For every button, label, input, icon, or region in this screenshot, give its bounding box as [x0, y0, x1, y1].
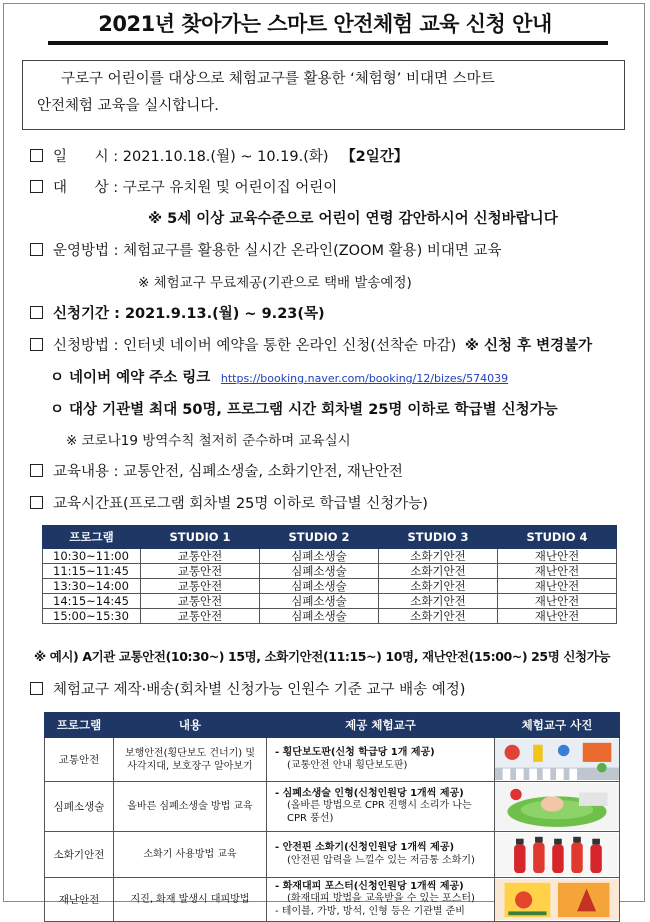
kit-content: 소화기 사용방법 교육: [114, 832, 267, 878]
period-row: [30, 302, 325, 323]
kit-item-sub: (안전핀 압력을 느낄수 있는 저금통 소화기): [287, 854, 475, 866]
table-cell: 재난안전: [498, 564, 617, 579]
kit-item: [267, 832, 495, 878]
kit-table: [44, 712, 620, 922]
table-row: [45, 832, 620, 878]
intro-line-2: 안전체험 교육을 실시합니다.: [37, 98, 219, 114]
schedule-header-cell: 프로그램: [43, 526, 141, 549]
table-cell: 소화기안전: [379, 594, 498, 609]
extinguisher-photo: [495, 832, 620, 878]
table-cell: 교통안전: [141, 594, 260, 609]
kit-content: 지진, 화재 발생시 대피방법: [114, 878, 267, 922]
period-label: 신청기간 :: [53, 306, 120, 322]
table-cell: 심폐소생술: [260, 609, 379, 624]
date-extra: 【2일간】: [341, 149, 409, 165]
table-row: [43, 549, 617, 564]
table-cell: 교통안전: [141, 579, 260, 594]
kit-content: 보행안전(횡단보도 건너기) 및 사각지대, 보호장구 알아보기: [114, 738, 267, 782]
table-cell: 재난안전: [498, 594, 617, 609]
kit-header-cell: 프로그램: [45, 713, 114, 738]
apply-sub-note: ※ 코로나19 방역수칙 철저히 준수하며 교육실시: [66, 433, 351, 449]
apply-note: ※ 신청 후 변경불가: [464, 338, 593, 354]
table-row: [43, 609, 617, 624]
poster-photo: [495, 878, 620, 922]
schedule-header-cell: STUDIO 2: [260, 526, 379, 549]
table-cell: 소화기안전: [379, 609, 498, 624]
date-value: 2021.10.18.(월) ~ 10.19.(화): [122, 149, 329, 165]
kit-item-main: - 횡단보도판(신청 학급당 1개 제공): [275, 747, 435, 758]
table-cell: 소화기안전: [379, 564, 498, 579]
content-row: [30, 460, 403, 481]
table-cell: 소화기안전: [379, 579, 498, 594]
checkbox-icon: [30, 149, 43, 162]
target-note: ※ 5세 이상 교육수준으로 어린이 연령 감안하시어 신청바랍니다: [148, 211, 558, 227]
table-cell: 심폐소생술: [260, 579, 379, 594]
kit-heading-row: [30, 678, 465, 699]
schedule-header-cell: STUDIO 3: [379, 526, 498, 549]
kit-item: [267, 738, 495, 782]
kit-item-sub: (화재대피 방법을 교육받을 수 있는 포스터): [287, 893, 475, 905]
target-value: 구로구 유치원 및 어린이집 어린이: [122, 180, 338, 196]
schedule-time: 10:30~11:00: [43, 549, 141, 564]
cpr-doll-photo: [495, 782, 620, 832]
kit-program: 재난안전: [45, 878, 114, 922]
apply-row: [30, 334, 592, 355]
table-row: [43, 564, 617, 579]
schedule-example: ※ 예시) A기관 교통안전(10:30~) 15명, 소화기안전(11:15~) 10명, 재난안전(15:00~) 25명 신청가능: [34, 649, 611, 664]
checkbox-icon: [30, 243, 43, 256]
page-title: 2021년 찾아가는 스마트 안전체험 교육 신청 안내: [98, 12, 552, 36]
kit-item-extra: - 테이블, 가방, 방석, 인형 등은 기관별 준비: [275, 905, 465, 917]
schedule-header-cell: STUDIO 1: [141, 526, 260, 549]
kit-header-cell: 제공 체험교구: [267, 713, 495, 738]
table-cell: 교통안전: [141, 564, 260, 579]
content-value: 교통안전, 심폐소생술, 소화기안전, 재난안전: [123, 464, 403, 480]
kit-item-sub: (교통안전 안내 횡단보도판): [287, 759, 408, 771]
schedule-time: 15:00~15:30: [43, 609, 141, 624]
schedule-time: 14:15~14:45: [43, 594, 141, 609]
content-label: 교육내용 :: [53, 464, 119, 480]
target-row: [30, 176, 337, 197]
table-row: [45, 878, 620, 922]
kit-program: 소화기안전: [45, 832, 114, 878]
period-value: 2021.9.13.(월) ~ 9.23(목): [124, 306, 325, 322]
table-cell: 소화기안전: [379, 549, 498, 564]
kit-item-main: - 심폐소생술 인형(신청인원당 1개씩 제공): [275, 787, 464, 799]
table-cell: 교통안전: [141, 549, 260, 564]
kit-item-sub: (올바른 방법으로 CPR 진행시 소리가 나는 CPR 풍선): [287, 800, 472, 824]
schedule-header-row: [43, 526, 617, 549]
kit-item-main: - 화재대피 포스터(신청인원당 1개씩 제공): [275, 880, 464, 892]
checkbox-icon: [30, 682, 43, 695]
checkbox-icon: [30, 306, 43, 319]
date-row: [30, 145, 408, 166]
table-cell: 재난안전: [498, 549, 617, 564]
apply-sub: ㅇ 대상 기관별 최대 50명, 프로그램 시간 회차별 25명 이하로 학급별 신청가능: [50, 402, 558, 418]
method-row: [30, 239, 502, 260]
link-row: [50, 366, 508, 387]
table-cell: 교통안전: [141, 609, 260, 624]
kit-heading: 체험교구 제작·배송(회차별 신청가능 인원수 기준 교구 배송 예정): [53, 682, 466, 698]
table-row: [43, 594, 617, 609]
apply-label: 신청방법 :: [53, 338, 119, 354]
kit-program: 심폐소생술: [45, 782, 114, 832]
apply-value: 인터넷 네이버 예약을 통한 온라인 신청(선착순 마감): [123, 338, 457, 354]
intro-line-1: 구로구 어린이를 대상으로 체험교구를 활용한 ‘체험형’ 비대면 스마트: [61, 71, 495, 87]
table-cell: 재난안전: [498, 609, 617, 624]
method-note: ※ 체험교구 무료제공(기관으로 택배 발송예정): [138, 275, 412, 291]
kit-header-row: [45, 713, 620, 738]
kit-content: 올바른 심폐소생술 방법 교육: [114, 782, 267, 832]
schedule-heading-row: [30, 492, 428, 513]
kit-item-main: - 안전핀 소화기(신청인원당 1개씩 제공): [275, 842, 455, 853]
schedule-time: 13:30~14:00: [43, 579, 141, 594]
schedule-time: 11:15~11:45: [43, 564, 141, 579]
checkbox-icon: [30, 180, 43, 193]
kit-header-cell: 내용: [114, 713, 267, 738]
intro-box: [22, 60, 625, 130]
kit-item: [267, 878, 495, 922]
table-cell: 심폐소생술: [260, 549, 379, 564]
method-value: 체험교구를 활용한 실시간 온라인(ZOOM 활용) 비대면 교육: [123, 243, 502, 259]
table-row: [43, 579, 617, 594]
date-label: 일 시 :: [53, 149, 119, 165]
table-cell: 심폐소생술: [260, 594, 379, 609]
link-label: ㅇ 네이버 예약 주소 링크: [50, 370, 211, 386]
crosswalk-photo: [495, 738, 620, 782]
method-label: 운영방법 :: [53, 243, 119, 259]
table-row: [45, 738, 620, 782]
table-row: [45, 782, 620, 832]
checkbox-icon: [30, 496, 43, 509]
kit-header-cell: 체험교구 사진: [495, 713, 620, 738]
kit-item: [267, 782, 495, 832]
schedule-header-cell: STUDIO 4: [498, 526, 617, 549]
title-underline: [48, 41, 608, 45]
table-cell: 재난안전: [498, 579, 617, 594]
schedule-heading: 교육시간표(프로그램 회차별 25명 이하로 학급별 신청가능): [53, 496, 428, 512]
checkbox-icon: [30, 464, 43, 477]
table-cell: 심폐소생술: [260, 564, 379, 579]
booking-link[interactable]: https://booking.naver.com/booking/12/bizes/574039: [220, 372, 509, 385]
kit-program: 교통안전: [45, 738, 114, 782]
target-label: 대 상 :: [53, 180, 119, 196]
schedule-table: [42, 525, 617, 624]
checkbox-icon: [30, 338, 43, 351]
